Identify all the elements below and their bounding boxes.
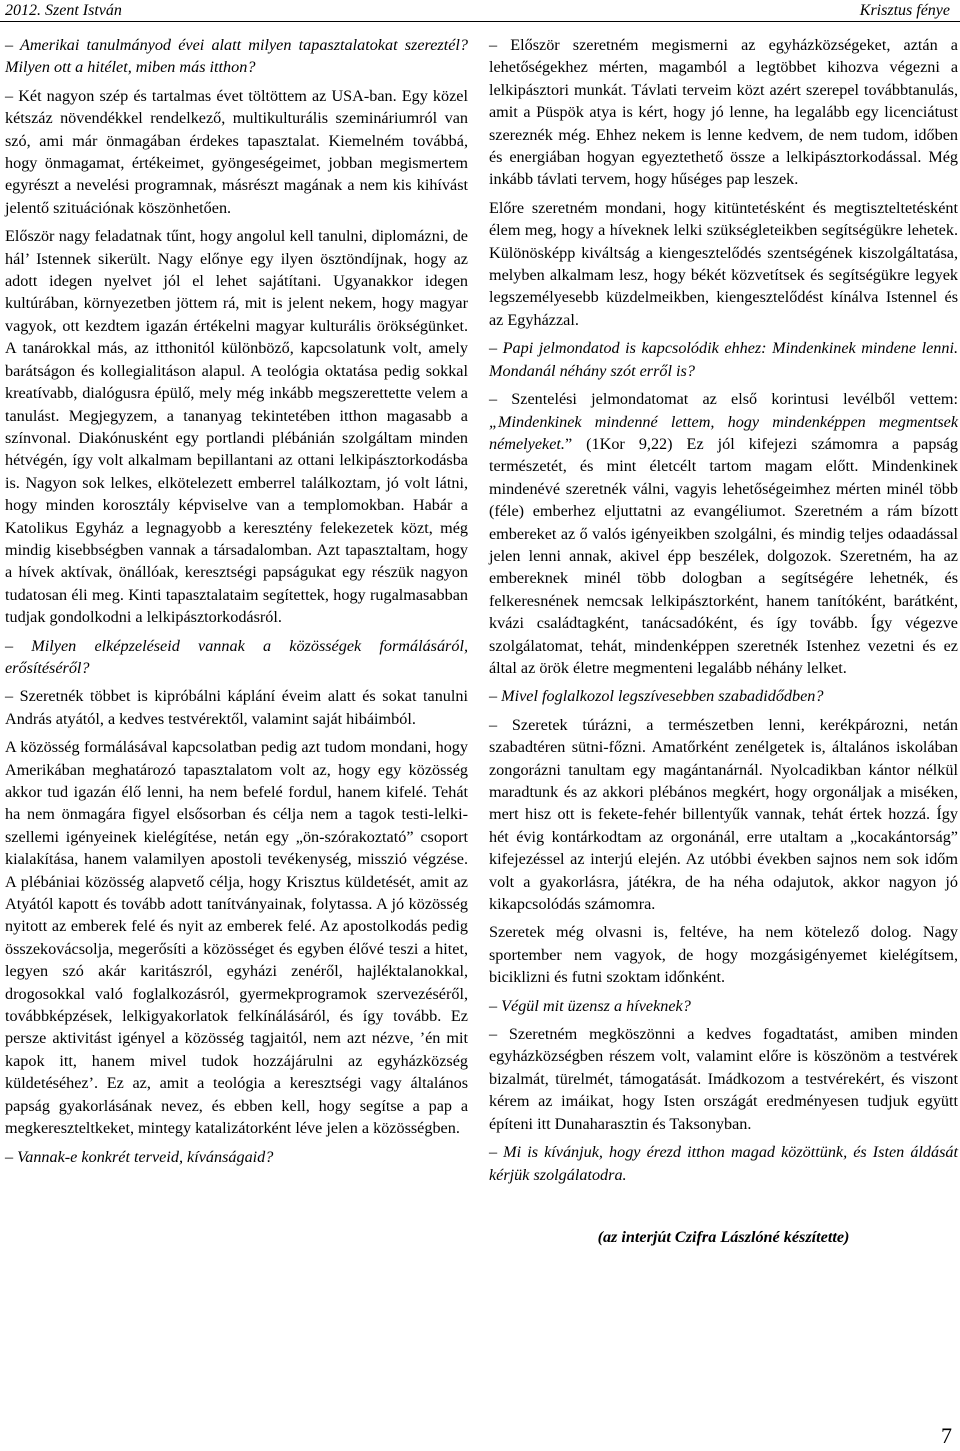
interview-question: – Vannak-e konkrét terveid, kívánságaid? bbox=[5, 1147, 274, 1166]
answer-text: ” (1Kor 9,22) Ez jól kifejezi számomra a papság természetét, és mint életcélt tartom magam előtt. Mindenkinek mindenévé szeretnék válni, vagyis lehetőségeimhez mérten minél több (féle) emberhez eljuttatni az evangéliumot. Szeretném a rám bízott embereket az ő valós igényeikben szolgálni, és mindig teljes odaadással jelen lenni annak, akivel épp beszélek, dolgozok. Szeretném, ha az embereknek minél több dologban a segítségére lehetnék, és felkeresnének nemcsak lelkipásztorként, hanem tanítóként, barátként, kvázi családtagként, tanácsadóként, és így tovább. Így végezve szolgálatomat, tehát, mindenképpen szeretnék Istenhez vezetni és ez által az örök életre megmenteni legalább néhány lelket. bbox=[489, 434, 958, 677]
header-divider bbox=[0, 21, 960, 22]
page-number: 7 bbox=[941, 1423, 952, 1448]
header-issue-title: 2012. Szent István bbox=[5, 2, 122, 19]
answer-text: – Szentelési jelmondatomat az első korintusi levélből vettem: bbox=[489, 390, 958, 409]
interview-answer bbox=[489, 388, 958, 679]
interview-credit: (az interjút Czifra Lászlóné készítette) bbox=[597, 1227, 850, 1246]
header-publication-title: Krisztus fénye bbox=[859, 2, 950, 19]
interview-answer: Először nagy feladatnak tűnt, hogy angolul kell tanulni, diplomázni, de hál’ Istennek sikerült. Nagy előnye egy ilyen ösztöndíjnak, hogy az adott idegen nyelvet jól el lehet sajátítani. Ugyanakkor idegen kultúrában, környezetben jöttem rá, mit is jelent nekem, hogy magyar vagyok, ott kezdtem igazán értékelni magyar kulturális örökségünket. A tanárokkal más, az itthonitól különböző, kapcsolatunk volt, amely barátságon és kollegialitáson alapul. A teológia oktatása pedig sokkal kreatívabb, dialógusra épülő, mely még inkább megszerettette velem a tanulást. Megjegyzem, a tananyag tekintetében itthon magasabb a színvonal. Diakónusként egy portlandi plébánián szolgáltam minden hétvégén, így volt alkalmam bepillantani az ottani lelkipásztorkodásba is. Nagyon sok lelkes, elkötelezett emberrel találkoztam, jó volt látni, hogy minden korosztály képviselve van a templomokban. Habár a Katolikus Egyház a legnagyobb a keresztény felekezetek közt, még mindig kisebbségben vannak a társadalomban. Azt tapasztaltam, hogy a hívek aktívak, önállóak, keresztségi papságukat egy részük nagyon tudatosan éli meg. Kinti tapasztalataim segítettek, hogy rugalmasabban tudjak gondolkodni a lelkipásztorkodásról. bbox=[5, 227, 468, 627]
left-column bbox=[5, 34, 468, 1174]
interview-answer: – Szeretném megköszönni a kedves fogadtatást, amiben minden egyházközségben részem volt, valamint előre is köszönöm a testvérek bizalmát, türelmét, támogatását. Imádkozom a testvérekért, és viszont kérem az imáikat, hogy Isten országát eredményesen tudjuk együtt építeni itt Dunaharasztin és Taksonyban. bbox=[489, 1025, 958, 1133]
interview-answer: Szeretek még olvasni is, feltéve, ha nem kötelező dolog. Nagy sportember nem vagyok, de hogy mozgásigényemet kielégítsem, biciklizni és futni szoktam időnként. bbox=[489, 923, 958, 987]
interview-question: – Milyen elképzeléseid vannak a közösségek formálásáról, erősítéséről? bbox=[5, 636, 468, 677]
page-header bbox=[0, 0, 960, 22]
interview-answer: – Szeretek túrázni, a természetben lenni, kerékpározni, netán szabadtéren sütni-főzni. Amatőrként zenélgetek is, általános iskolában zongorázni tanultam egy magántanárnál. Nyolcadikban kántor nélkül maradtunk és az akkori plébános megkért, hogy orgonáljak a miséken, mert hisz ott is fekete-fehér billentyűk vannak, tehát értek hozzá. Így hét évig kontárkodtam az orgonánál, erre utaltam a „kocakántorság” kifejezéssel az interjú elején. Az utóbbi években sajnos nem sok időm volt a gyakorlásra, játékra, de ha néha odajutok, akkor nagyon jó kikapcsolódás számomra. bbox=[489, 715, 958, 914]
quotation-text: „Mindenkinek mindenné lettem, hogy mindenképpen megmentsek némelyeket. bbox=[489, 412, 958, 453]
interview-answer: – Két nagyon szép és tartalmas évet töltöttem az USA-ban. Egy közel kétszáz növendékkel rendelkező, multikulturális szemináriumról van szó, ami már önmagában érdekes tapasztalat. Kiemelném továbbá, hogy önmagamat, értékeimet, gyöngeségeimet, jobban megismertem egyrészt a nevelési programnak, másrészt magának a nem kis kihívást jelentő szituációnak köszönhetően. bbox=[5, 86, 468, 217]
interview-answer: A közösség formálásával kapcsolatban pedig azt tudom mondani, hogy Amerikában meghatározó tapasztalatom volt az, hogy egy közösség akkor tud igazán élő lenni, ha nem befelé fordul, hanem kifelé. Tehát ha nem önmagára figyel elsősorban és célja nem a tagok testi-lelki-szellemi igényeinek kielégítése, netán egy „ön-szórakoztató” csoport kialakítása, hanem valamilyen apostoli tevékenység, misszió végzése. A plébániai közösség alapvető célja, hogy Krisztus küldetését, amit az Atyától kapott és tovább adott tanítványainak, folytassa. A jó közösség nyitott az emberek felé és nyit az emberek felé. Az apostolkodás pedig összekovácsolja, megerősíti a közösséget és egyben élővé teszi a hitet, legyen szó akár karitászról, egyházi zenéről, hajléktalanokkal, drogosokkal való foglalkozásról, gyermekprogramok szervezéséről, továbbképzések, lelkigyakorlatok felkínálásáról, és így tovább. Ez persze aktivitást igényel a közösség tagjaitól, nem azt nézve, ’én mit kapok itt, hanem mivel tudok hozzájárulni az egyházközség küldetéséhez’. Ez az, amit a teológia a keresztségi vagy általános papság gyakorlásának nevez, és ebben kell, hogy segítse a pap a megkereszteltkeket, mintegy katalizátorként léve jelen a közösségben. bbox=[5, 738, 468, 1138]
interview-answer: Előre szeretném mondani, hogy kitüntetésként és megtiszteltetésként élem meg, hogy a híveknek lelki szükségleteikben segítségükre lehetek. Különösképp kiváltság a kiengesztelődés szentségének kiszolgáltatása, melyben alkalmam lesz, hogy békét közvetítsek és segítségükre legyek legszemélyesebb küzdelmeikben, kiengesztelődést kínálva Istennel és az Egyházzal. bbox=[489, 198, 958, 329]
right-column bbox=[489, 34, 958, 1254]
interview-question: – Papi jelmondatod is kapcsolódik ehhez: Mindenkinek mindene lenni. Mondanál néhány szót erről is? bbox=[489, 339, 958, 380]
interview-answer: – Szeretnék többet is kipróbálni káplání éveim alatt és sokat tanulni András atyától, a kedves testvérektől, valamint saját hibáimból. bbox=[5, 687, 468, 728]
interview-question: – Végül mit üzensz a híveknek? bbox=[489, 996, 691, 1015]
interview-question: – Mi is kívánjuk, hogy érezd itthon magad közöttünk, és Isten áldását kérjük szolgálatodra. bbox=[489, 1143, 958, 1184]
interview-question: – Mivel foglalkozol legszívesebben szabadidődben? bbox=[489, 687, 824, 706]
interview-question: – Amerikai tanulmányod évei alatt milyen tapasztalatokat szereztél? Milyen ott a hitélet, miben más itthon? bbox=[5, 36, 468, 77]
interview-answer: – Először szeretném megismerni az egyházközségeket, aztán a lehetőségekhez mérten, magamból a legtöbbet kihozva végezni a lelkipásztori munkát. Távlati terveim közt azért szerepel továbbtanulás, amit a Püspök atya is kért, hogy jó lenne, ha legalább egy licenciátust szereznék még. Ehhez nekem is lenne kedvem, de nem tudom, időben és energiában hogyan egyeztethető össze a lelkipásztorkodással. Még inkább távlati tervem, hogy hűséges pap leszek. bbox=[489, 36, 958, 189]
